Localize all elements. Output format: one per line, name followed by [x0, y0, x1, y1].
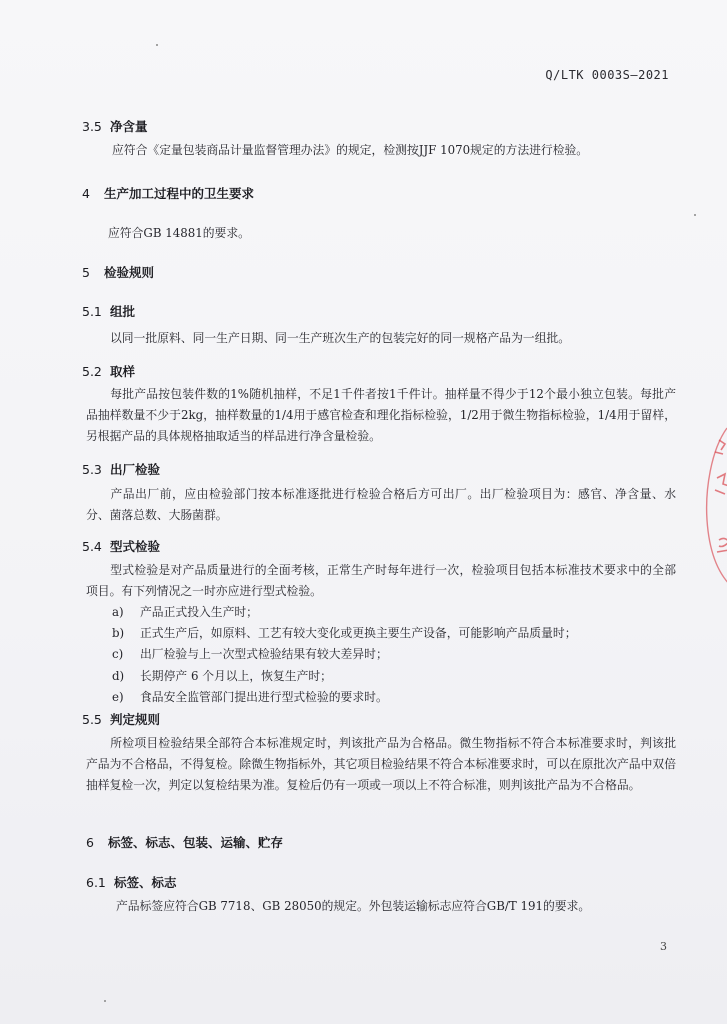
- section-title: 组批: [110, 304, 136, 319]
- section-heading-4: [82, 184, 254, 202]
- section-heading-6-1: [86, 873, 177, 891]
- section-title: 出厂检验: [110, 462, 161, 477]
- list-item: [112, 602, 672, 623]
- list-item: [112, 687, 672, 708]
- section-paragraph-3-5: 应符合《定量包装商品计量监督管理办法》的规定，检测按JJF 1070规定的方法进行检验。: [112, 143, 589, 157]
- seal-stamp-fragment: [697, 420, 727, 590]
- list-marker: c): [112, 647, 124, 662]
- section-title: 型式检验: [110, 539, 161, 554]
- list-item-text: 食品安全监管部门提出进行型式检验的要求时。: [140, 689, 388, 704]
- section-title: 标签、标志: [114, 875, 177, 890]
- section-paragraph-5-5: [86, 733, 676, 796]
- list-item: [112, 644, 672, 665]
- section-number: 6.1: [86, 875, 106, 890]
- section-title: 取样: [110, 364, 136, 379]
- section-paragraph-text: 产品出厂前，应由检验部门按本标准逐批进行检验合格后方可出厂。出厂检验项目为：感官、净含量、水分、菌落总数、大肠菌群。: [86, 487, 676, 522]
- section-heading-5-2: [82, 362, 135, 380]
- list-item-text: 正式生产后，如原料、工艺有较大变化或更换主要生产设备，可能影响产品质量时；: [140, 626, 577, 641]
- section-number: 3.5: [82, 119, 102, 134]
- document-code: Q/LTK 0003S—2021: [545, 68, 669, 82]
- section-heading-3-5: [82, 117, 148, 135]
- section-paragraph-4: 应符合GB 14881的要求。: [108, 226, 250, 240]
- list-marker: b): [112, 626, 125, 641]
- section-number: 4: [82, 186, 90, 201]
- section-paragraph-5-2: [86, 384, 676, 447]
- list-item: [112, 623, 672, 644]
- section-number: 6: [86, 835, 94, 850]
- section-number: 5.4: [82, 539, 102, 554]
- page-number: 3: [660, 940, 667, 953]
- section-heading-5-5: [82, 710, 160, 728]
- section-number: 5.5: [82, 712, 102, 727]
- section-heading-5: [82, 263, 154, 281]
- section-heading-5-3: [82, 460, 160, 478]
- list-item: [112, 666, 672, 687]
- section-paragraph-5-4: [86, 560, 676, 602]
- scan-speck: [104, 1000, 106, 1002]
- section-heading-5-1: [82, 302, 135, 320]
- section-number: 5.3: [82, 462, 102, 477]
- scan-speck: [156, 44, 158, 46]
- list-item-text: 产品正式投入生产时；: [140, 605, 258, 619]
- section-paragraph-5-3: [86, 484, 676, 526]
- section-paragraph-6-1: 产品标签应符合GB 7718、GB 28050的规定。外包装运输标志应符合GB/T 191的要求。: [116, 899, 591, 913]
- inspection-conditions-list: [112, 602, 672, 708]
- section-paragraph-text: 所检项目检验结果全部符合本标准规定时，判该批产品为合格品。微生物指标不符合本标准要求时，判该批产品为不合格品，不得复检。除微生物指标外，其它项目检验结果不符合本标准要求时，可以在原批次产品中双倍抽样复检一次，判定以复检结果为准。复检后仍有一项或一项以上不符合标准，则判该批产品为不合格品。: [86, 736, 676, 792]
- section-paragraph-5-1: 以同一批原料、同一生产日期、同一生产班次生产的包装完好的同一规格产品为一组批。: [110, 331, 571, 345]
- list-item-text: 长期停产 6 个月以上，恢复生产时；: [140, 668, 332, 683]
- list-marker: d): [112, 668, 125, 683]
- section-paragraph-text: 每批产品按包装件数的1%随机抽样，不足1千件者按1千件计。抽样量不得少于12个最小独立包装。每批产品抽样数量不少于2kg，抽样数量的1/4用于感官检查和理化指标检验，1/2用于微生物指标检验，1/4用于留样，另根据产品的具体规格抽取适当的样品进行净含量检验。: [86, 387, 676, 443]
- section-number: 5.2: [82, 364, 102, 379]
- section-title: 判定规则: [110, 712, 161, 727]
- section-number: 5: [82, 265, 90, 280]
- section-heading-6: [86, 833, 283, 851]
- section-number: 5.1: [82, 304, 102, 319]
- scan-speck: [694, 214, 696, 216]
- section-heading-5-4: [82, 537, 160, 555]
- section-title: 标签、标志、包装、运输、贮存: [108, 835, 284, 850]
- section-paragraph-text: 型式检验是对产品质量进行的全面考核，正常生产时每年进行一次，检验项目包括本标准技术要求中的全部项目。有下列情况之一时亦应进行型式检验。: [86, 563, 676, 598]
- list-marker: a): [112, 605, 124, 619]
- section-title: 检验规则: [104, 265, 155, 280]
- list-marker: e): [112, 689, 124, 704]
- list-item-text: 出厂检验与上一次型式检验结果有较大差异时；: [140, 647, 388, 662]
- section-title: 净含量: [110, 119, 148, 134]
- section-title: 生产加工过程中的卫生要求: [104, 186, 255, 201]
